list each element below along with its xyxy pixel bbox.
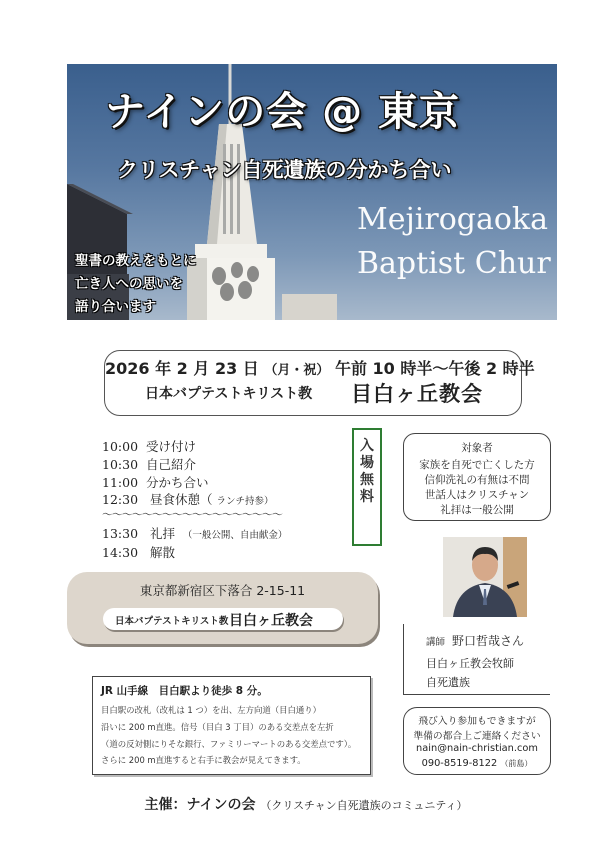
access-line: （道の反対側にりそな銀行、ファミリーマートのある交差点です）。: [101, 739, 357, 749]
tagline-line3: 語り合います: [75, 299, 156, 315]
church-name-line2: Baptist Chur: [357, 246, 551, 281]
speaker-box: [403, 624, 550, 695]
event-church: 目白ヶ丘教会: [351, 382, 483, 406]
access-title: JR 山手線 目白駅より徒歩 8 分。: [101, 685, 268, 697]
contact-box: [403, 707, 551, 775]
contact-phone-note: （前島）: [500, 759, 533, 768]
schedule-time: 10:00: [102, 439, 139, 454]
schedule-time: 14:30: [102, 545, 139, 560]
schedule-divider: 〜〜〜〜〜〜〜〜〜〜〜〜〜〜〜〜〜〜: [102, 508, 282, 521]
speaker-name: 野口哲哉さん: [452, 634, 525, 648]
target-line: 信仰洗礼の有無は不問: [424, 474, 530, 486]
target-line: 礼拝は一般公開: [440, 504, 514, 516]
contact-phone[interactable]: 090-8519-8122: [421, 758, 498, 769]
tagline-line2: 亡き人への思いを: [75, 276, 183, 292]
address-box: [67, 572, 378, 644]
tagline-line1: 聖書の教えをもとに: [75, 253, 197, 269]
event-date: 2026 年 2 月 23 日: [105, 359, 259, 378]
event-denomination: 日本バプテストキリスト教: [145, 386, 313, 402]
schedule-time: 12:30: [102, 492, 139, 507]
access-box: [92, 676, 371, 775]
schedule-item: [102, 437, 196, 455]
event-day: （月・祝）: [264, 363, 330, 378]
speaker-name-line: [426, 632, 524, 649]
schedule-item: [102, 455, 196, 473]
event-datetime: [105, 356, 535, 379]
speaker-title: 目白ヶ丘教会牧師: [426, 657, 514, 670]
schedule-note: （一般公開、自由献金）: [182, 530, 288, 541]
hero-title: ナインの会 @ 東京: [105, 89, 461, 135]
contact-line: 準備の都合上ご連絡ください: [413, 731, 541, 742]
schedule-item: [102, 543, 175, 561]
event-date-box: [104, 350, 535, 416]
target-line: 世話人はクリスチャン: [424, 489, 530, 501]
free-admission-badge: [352, 428, 382, 546]
target-heading: 対象者: [461, 442, 493, 454]
schedule-label: 分かち合い: [145, 475, 209, 490]
access-line: さらに 200 m直進すると右手に教会が見えてきます。: [101, 755, 306, 765]
target-line: 家族を自死で亡くした方: [419, 459, 535, 471]
speaker-note: 自死遺族: [426, 676, 470, 689]
host-line: [0, 794, 612, 814]
access-line: 目白駅の改札（改札は 1 つ）を出、左方向道（目白通り）: [101, 705, 322, 715]
speaker-photo: [443, 537, 527, 617]
address-church-pill: [103, 608, 343, 630]
schedule-time: 13:30: [102, 526, 139, 541]
target-audience-box: [403, 433, 551, 521]
schedule-label: 自己紹介: [145, 457, 196, 472]
hero-subtitle: クリスチャン自死遺族の分かち合い: [117, 158, 452, 182]
schedule-time: 10:30: [102, 457, 139, 472]
schedule-item: [102, 473, 209, 491]
schedule-label: 礼拝: [149, 526, 175, 541]
hero-banner: [67, 64, 557, 320]
host-label: 主催：ナインの会: [144, 797, 256, 813]
speaker-role: 講師: [426, 637, 446, 648]
address-denomination: 日本バプテストキリスト教: [115, 616, 229, 627]
schedule-time: 11:00: [102, 475, 139, 490]
address-text: 東京都新宿区下落合 2-15-11: [139, 583, 306, 598]
event-time: 午前 10 時半〜午後 2 時半: [334, 359, 535, 378]
schedule-note: ランチ持参）: [216, 496, 274, 507]
schedule-item: [102, 524, 287, 542]
contact-email[interactable]: nain@nain-christian.com: [416, 743, 538, 754]
host-sub: （クリスチャン自死遺族のコミュニティ）: [260, 799, 468, 812]
schedule-label: 解散: [149, 545, 175, 560]
access-line: 沿いに 200 m直進。信号（目白 3 丁目）のある交差点を左折: [101, 722, 334, 732]
free-admission-text: 入場無料: [360, 438, 374, 505]
schedule-label: 昼食休憩（: [149, 492, 213, 507]
schedule-label: 受け付け: [145, 439, 196, 454]
church-name-line1: Mejirogaoka: [357, 202, 548, 237]
contact-phone-line: [404, 758, 550, 769]
address-church: 目白ヶ丘教会: [229, 613, 313, 629]
contact-line: 飛び入り参加もできますが: [418, 716, 536, 727]
church-english-name: [357, 198, 551, 286]
